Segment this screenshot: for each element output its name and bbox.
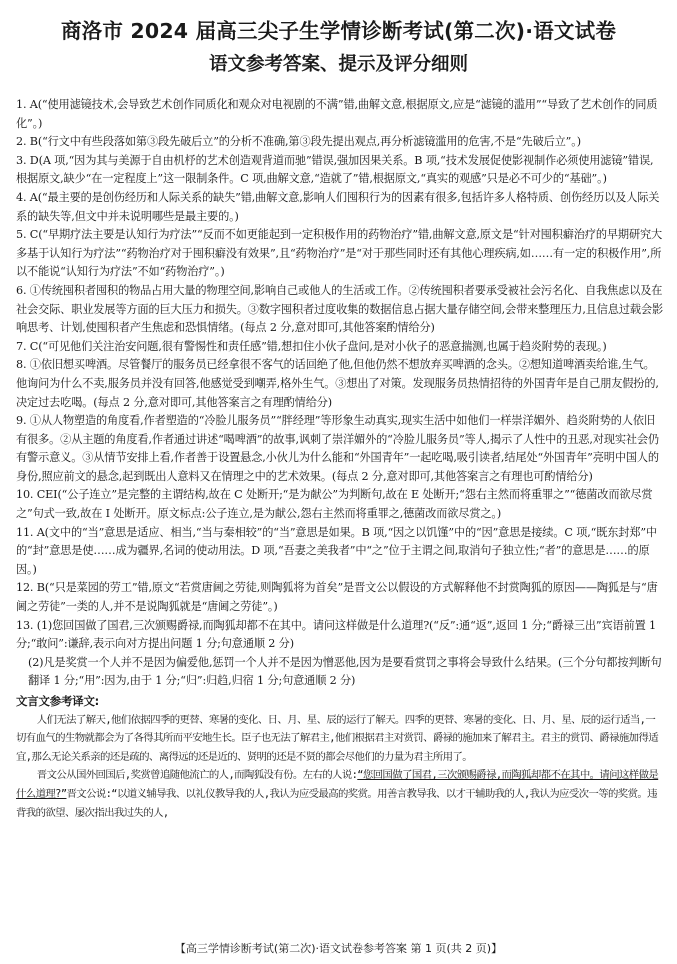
answer-item-9: 9. ①从人物塑造的角度看,作者塑造的“冷脸儿服务员”“胖经理”等形象生动真实,现实生活中如他们一样崇洋媚外、趋炎附势的人依旧有很多。②从主题的角度看,作者通过讲述“喝啤酒”的故事,讽刺了崇洋媚外的“冷脸儿服务员”等人,揭示了人性中的丑恶,对现实社会仍有警示意义。③从情节安排上看,作者善于设置悬念,小伙儿为什么能和“外国青年”一起吃喝,吸引读者,结尾处“外国青年”亮明中国人的身份,照应前文的悬念,起到既出人意料又在情理之中的艺术效果。(每点 2 分,意对即可,其他答案言之有理也可酌情给分) [16, 414, 659, 483]
answer-item-11: 11. A(文中的“当”意思是适应、相当,“当与秦相较”的“当”意思是如果。B 项,“因之以饥馑”中的“因”意思是接续。C 项,“既东封郑”中的“封”意思是使……成为疆界,名词的使动用法。D 项,“吾妻之美我者”中“之”位于主谓之间,取消句子独立性;“者”的意思是……的原因。) [16, 525, 657, 576]
answer-item-12: 12. B(“只是菜园的劳工”错,原文“若赏唐阃之劳徒,则陶狐将为首矣”是晋文公以假设的方式解释他不封赏陶狐的原因——陶狐是与“唐阃之劳徒”一类的人,并不是说陶狐就是“唐阃之劳徒”。) [16, 581, 658, 614]
answer-item-13-2: (2)凡是奖赏一个人并不是因为偏爱他,惩罚一个人并不是因为憎恶他,因为是要看赏罚之事将会导致什么结果。(三个分句都按判断句翻译 1 分;“用”:因为,由于 1 分;“归”:归趋,归宿 1 分;句意通顺 2 分) [28, 655, 662, 688]
answer-item-3: 3. D(A 项,“因为其与美源于自由机杼的艺术创造观背道而驰”错误,强加因果关系。B 项,“技术发展促使影视制作必须使用滤镜”错误,根据原文,缺少“在一定程度上”这一限制条件。C 项,曲解文意,“造就了”错,根据原文,“真实的观感”只是必不可少的“基础”。) [16, 153, 654, 186]
page-subtitle: 语文参考答案、提示及评分细则 [208, 54, 468, 75]
answer-item-7: 7. C(“可见他们关注治安问题,很有警惕性和责任感”错,想扣住小伙子盘问,是对小伙子的恶意揣测,也属于趋炎附势的表现。) [16, 339, 607, 353]
translation-paragraph-2 [16, 766, 663, 822]
answer-item-6: 6. ①传统囤积者囤积的物品占用大量的物理空间,影响自己或他人的生活或工作。②传统囤积者要承受被社会污名化、自我焦虑以及在社会交际、职业发展等方面的巨大压力和损失。③数字囤积者过度收集的数据信息占据大量存储空间,会带来整理压力,且信息过载会影响思考、计划,使囤积者产生焦虑和恐惧情绪。(每点 2 分,意对即可,其他答案酌情给分) [16, 283, 663, 335]
translation-heading: 文言文参考译文: [16, 694, 100, 708]
translation-p2-underlined: “您回国做了国君,三次颁赐爵禄,而陶狐却都不在其中。请问这样做是什么道理?” [16, 769, 659, 800]
answer-item-1: 1. A(“使用滤镜技术,会导致艺术创作同质化和观众对电视剧的不满”错,曲解文意,根据原文,应是“滤镜的滥用”“导致了艺术创作的同质化”。) [16, 98, 658, 130]
answer-item-5: 5. C(“早期疗法主要是认知行为疗法”“反而不如更能起到一定积极作用的药物治疗”错,曲解文意,原文是“针对囤积癖治疗的早期研究大多基于认知行为疗法”“药物治疗对于囤积癖没有效果”,且“药物治疗”是“对于那些同时还有其他心理疾病,如……有一定的积极作用”,所以不能说“认知行为疗法”不如“药物治疗”。) [16, 228, 663, 279]
translation-paragraph-1: 人们无法了解天,他们依据四季的更替、寒暑的变化、日、月、星、辰的运行了解天。四季的更替、寒暑的变化、日、月、星、辰的运行适当,一切有血气的生物就都会为了各得其所而平安地生长。臣子也无法了解君主,他们根据君主对赏罚、爵禄的施加来了解君主。君主的赏罚、爵禄施加得适宜,那么无论关系亲的还是疏的、离得远的还是近的、贤明的还是不贤的都会尽他们的力量为君主所用了。 [16, 713, 659, 763]
translation-p2-rest: 晋文公说:“以道义辅导我、以礼仪教导我的人,我认为应受最高的奖赏。用善言教导我、以才干辅助我的人,我认为应受次一等的奖赏。违背我的欲望、屡次指出我过失的人, [16, 787, 657, 819]
page-title: 商洛市 2024 届高三尖子生学情诊断考试(第二次)·语文试卷 [60, 19, 617, 43]
answer-item-10: 10. CEI(“公子连立”是完整的主谓结构,故在 C 处断开;“是为献公”为判断句,故在 E 处断开;“怨右主然而将重罪之”“德菌改而欲尽赏之”句式一致,故在 I 处断开。原文标点:公子连立,是为献公,怨右主然而将重罪之,德菌改而欲尽赏之。) [16, 488, 653, 521]
answer-item-4: 4. A(“最主要的是创伤经历和人际关系的缺失”错,曲解文意,影响人们囤积行为的因素有很多,包括许多人格特质、创伤经历以及人际关系的缺失等,但文中并未说明哪些是最主要的。) [16, 190, 660, 223]
answer-item-2: 2. B(“行文中有些段落如第③段先破后立”的分析不准确,第③段先提出观点,再分析滤镜滥用的危害,不是“先破后立”。) [16, 135, 581, 149]
answer-content [16, 96, 663, 822]
translation-p2-lead: 晋文公从国外回国后,奖赏曾追随他流亡的人,而陶狐没有份。左右的人说: [36, 769, 358, 782]
answer-item-8: 8. ①依旧想买啤酒。尽管餐厅的服务员已经拿很不客气的话回绝了他,但他仍然不想放弃买啤酒的念头。②想知道啤酒卖给谁,生气。他询问为什么不卖,服务员并没有回答,他感觉受到嘲弄,格外生气。③想出了对策。发现服务员热情招待的外国青年是自己朋友假扮的,决定过去吃喝。(每点 2 分,意对即可,其他答案言之有理酌情给分) [16, 358, 659, 409]
answer-item-13-1: 13. (1)您回国做了国君,三次颁赐爵禄,而陶狐却都不在其中。请问这样做是什么道理?(“反”:通“返”,返回 1 分;“爵禄三出”宾语前置 1 分;“敢问”:谦辞,表示向对方提出问题 1 分;句意通顺 2 分) [16, 618, 657, 651]
page-footer: 【高三学情诊断考试(第二次)·语文试卷参考答案 第 1 页(共 2 页)】 [174, 942, 503, 955]
